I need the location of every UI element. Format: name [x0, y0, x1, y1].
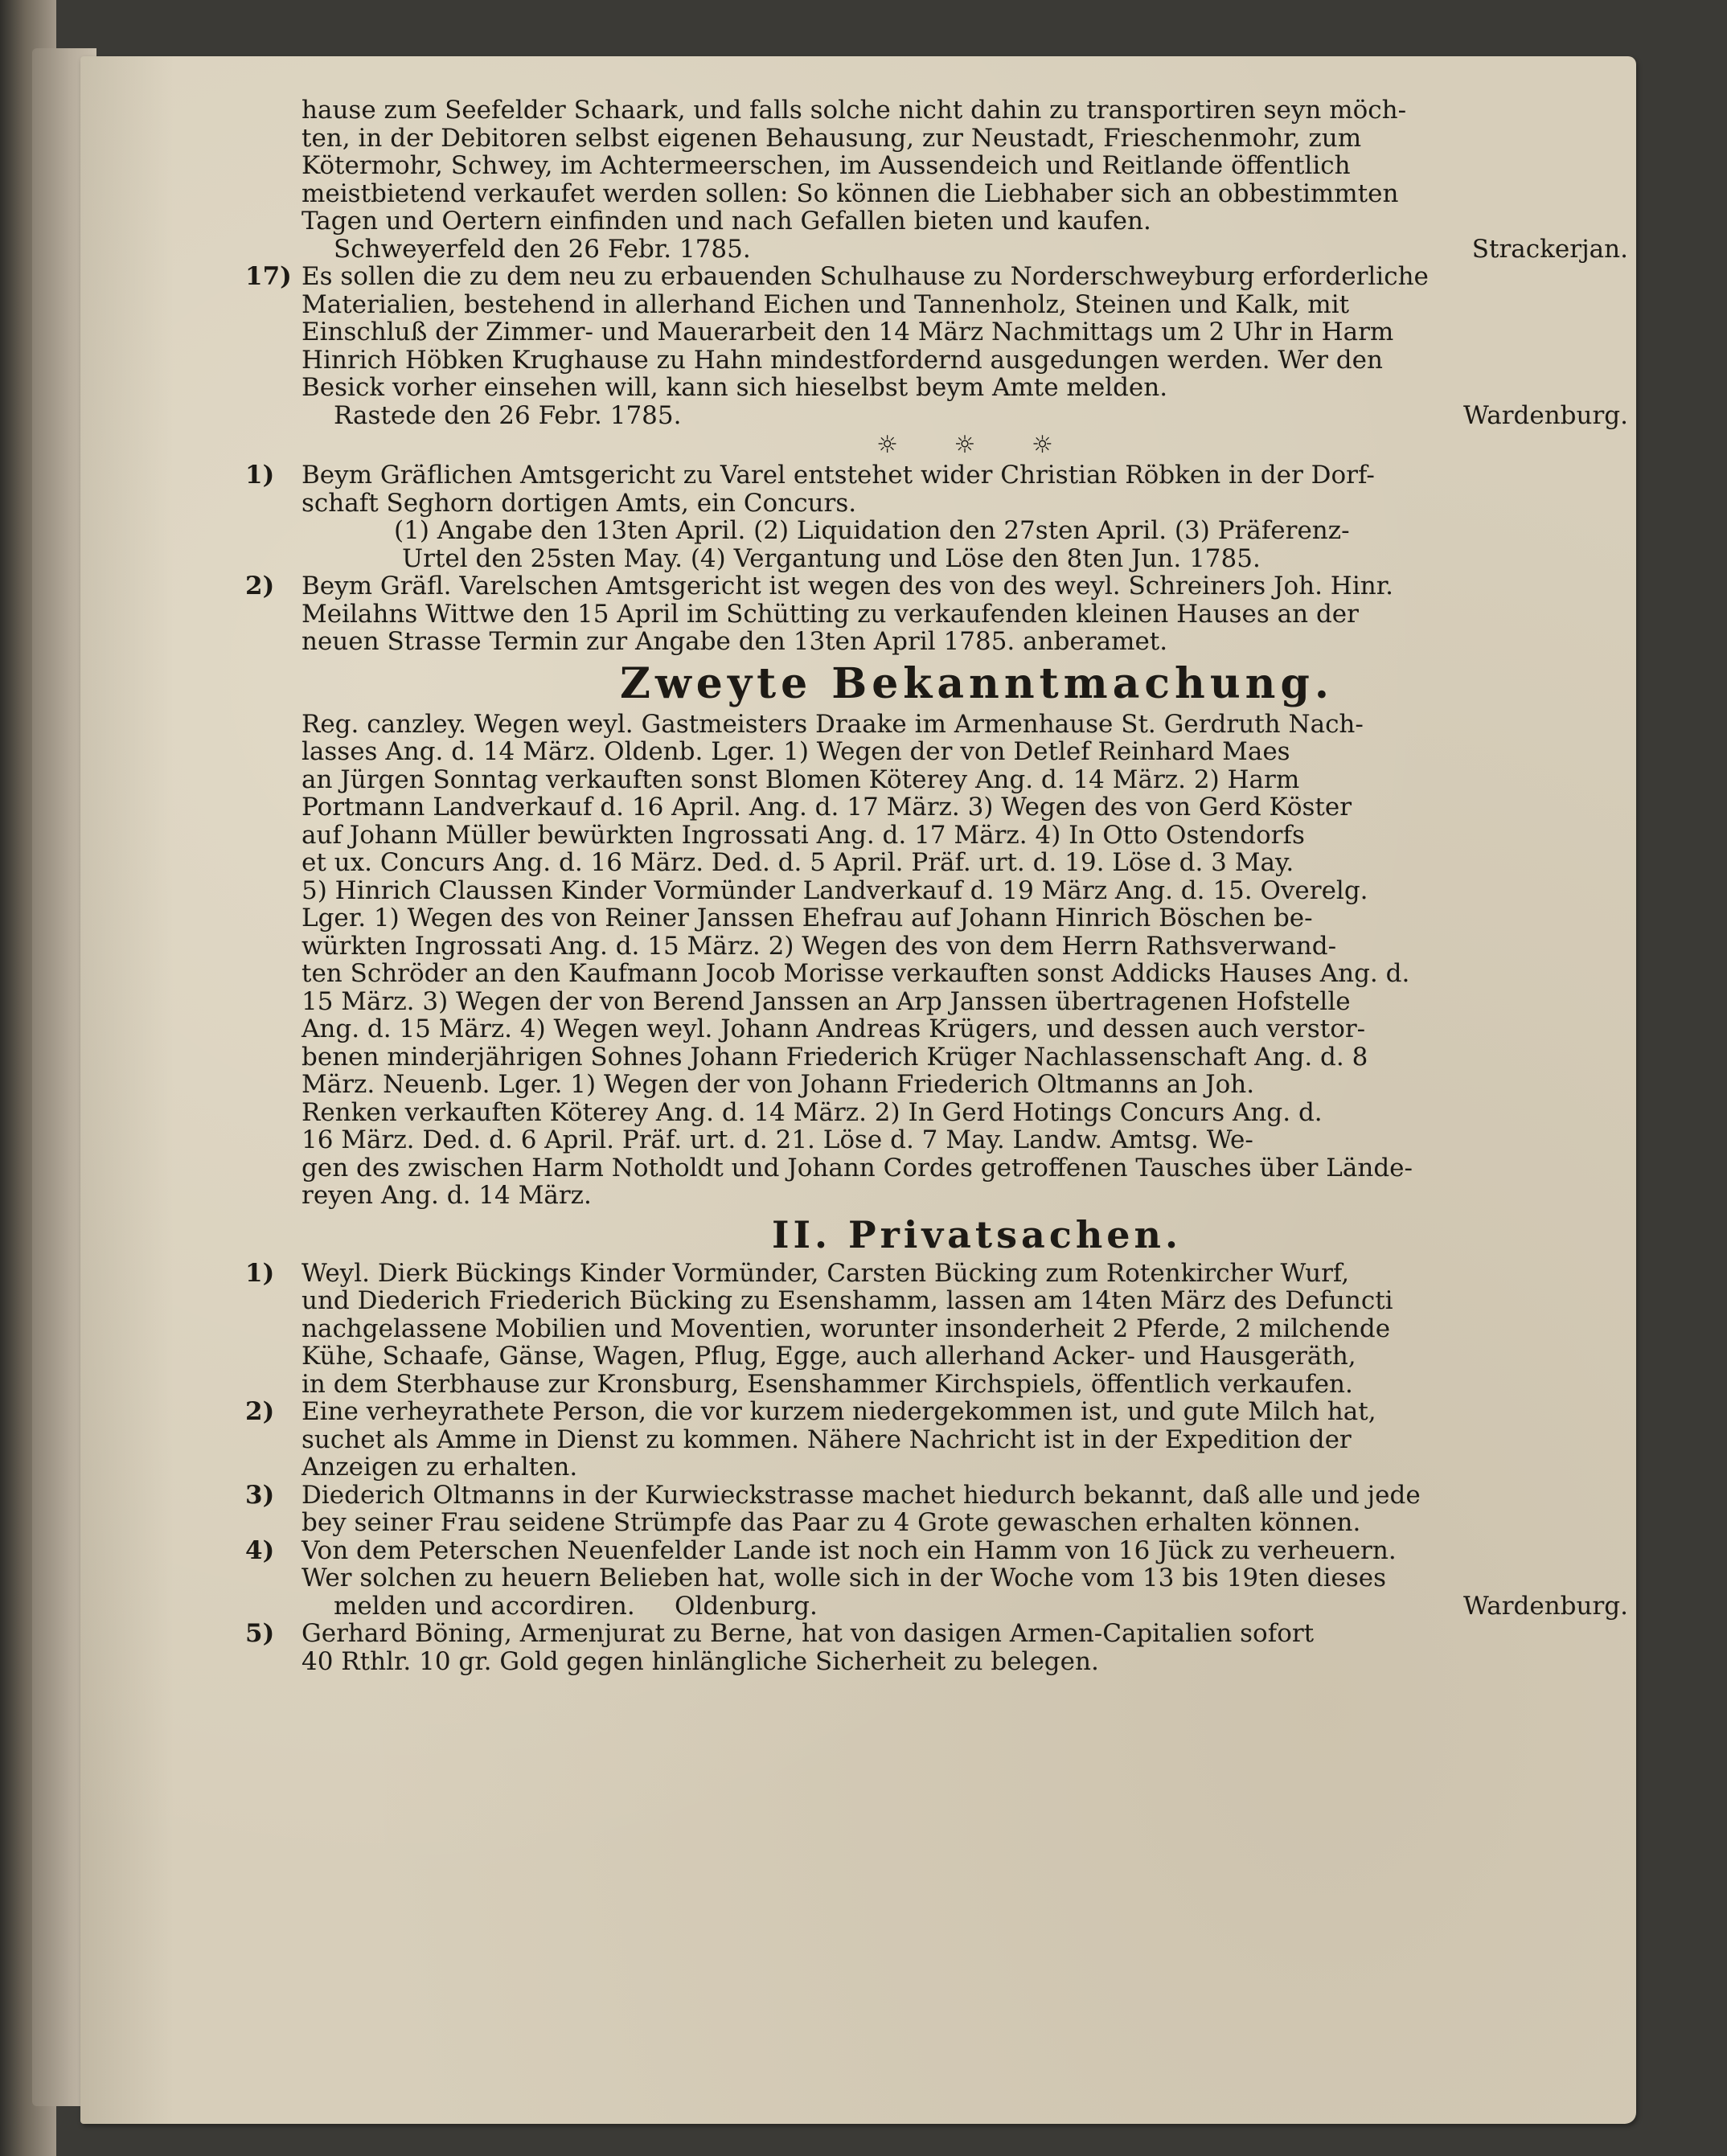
text-line: Kühe, Schaafe, Gänse, Wagen, Pflug, Egge, auch allerhand Acker- und Hausgeräth,: [302, 1342, 1356, 1371]
private-entry-3: [245, 1480, 1652, 1537]
section-heading-privatsachen: II. Privatsachen.: [771, 1212, 1183, 1256]
section-heading-zweyte-bekanntmachung: Zweyte Bekanntmachung.: [620, 658, 1334, 708]
text-line: Materialien, bestehend in allerhand Eichen und Tannenholz, Steinen und Kalk, mit: [302, 289, 1350, 319]
text-fragment: melden und accordiren.: [334, 1591, 635, 1621]
text-line: Renken verkauften Köterey Ang. d. 14 März. 2) In Gerd Hotings Concurs Ang. d.: [302, 1097, 1323, 1127]
page-text: [245, 96, 1652, 1676]
intro-paragraph: [302, 96, 1652, 236]
text-line: Es sollen die zu dem neu zu erbauenden Schulhause zu Norderschweyburg erforderliche: [302, 262, 1429, 291]
private-entry-5: [245, 1619, 1652, 1676]
text-line: schaft Seghorn dortigen Amts, ein Concurs.: [302, 488, 857, 518]
text-line: 16 März. Ded. d. 6 April. Präf. urt. d. 21. Löse d. 7 May. Landw. Amtsg. We-: [302, 1125, 1253, 1154]
text-line: würkten Ingrossati Ang. d. 15 März. 2) Wegen des von dem Herrn Rathsverwand-: [302, 931, 1337, 961]
text-line: 5) Hinrich Claussen Kinder Vormünder Landverkauf d. 19 März Ang. d. 15. Overelg.: [302, 875, 1368, 905]
text-line: et ux. Concurs Ang. d. 16 März. Ded. d. 5 April. Präf. urt. d. 19. Löse d. 3 May.: [302, 848, 1294, 877]
text-line: Besick vorher einsehen will, kann sich hieselbst beym Amte melden.: [302, 373, 1168, 402]
signature-place: Rastede den 26 Febr. 1785.: [334, 400, 682, 430]
text-line: gen des zwischen Harm Notholdt und Johann Cordes getroffenen Tausches über Lände-: [302, 1153, 1413, 1183]
text-line: Hinrich Höbken Krughause zu Hahn mindestfordernd ausgedungen werden. Wer den: [302, 345, 1383, 375]
signature-place: Schweyerfeld den 26 Febr. 1785.: [334, 234, 751, 264]
text-line: Gerhard Böning, Armenjurat zu Berne, hat von dasigen Armen-Capitalien sofort: [302, 1619, 1315, 1648]
text-line: Kötermohr, Schwey, im Achtermeerschen, im Aussendeich und Reitlande öffentlich: [302, 151, 1351, 180]
text-line: Beym Gräflichen Amtsgericht zu Varel entstehet wider Christian Röbken in der Dorf-: [302, 461, 1375, 490]
entry-number: 4): [245, 1535, 275, 1565]
text-line: Weyl. Dierk Bückings Kinder Vormünder, Carsten Bücking zum Rotenkircher Wurf,: [302, 1258, 1350, 1288]
text-line: 15 März. 3) Wegen der von Berend Janssen an Arp Janssen übertragenen Hofstelle: [302, 986, 1351, 1016]
text-line: Urtel den 25sten May. (4) Vergantung und Löse den 8ten Jun. 1785.: [402, 543, 1261, 573]
text-line: und Diederich Friederich Bücking zu Esenshamm, lassen am 14ten März des Defuncti: [302, 1286, 1393, 1315]
section-divider-stars: ☼ ☼ ☼: [876, 431, 1077, 459]
text-line: Ang. d. 15 März. 4) Wegen weyl. Johann Andreas Krügers, und dessen auch verstor-: [302, 1014, 1366, 1043]
private-entry-4: [245, 1535, 1652, 1621]
text-line: März. Neuenb. Lger. 1) Wegen der von Johann Friederich Oltmanns an Joh.: [302, 1070, 1255, 1099]
text-line: nachgelassene Mobilien und Moventien, worunter insonderheit 2 Pferde, 2 milchende: [302, 1314, 1391, 1343]
private-entry-1: [245, 1258, 1652, 1399]
entry-number: 2): [245, 1397, 275, 1426]
text-line: Einschluß der Zimmer- und Mauerarbeit den 14 März Nachmittags um 2 Uhr in Harm: [302, 318, 1394, 346]
text-line: Meilahns Wittwe den 15 April im Schütting zu verkaufenden kleinen Hauses an der: [302, 599, 1359, 629]
text-line: Portmann Landverkauf d. 16 April. Ang. d. 17 März. 3) Wegen des von Gerd Köster: [302, 793, 1352, 822]
entry-number: 1): [245, 461, 275, 490]
bekanntmachung-paragraph: [302, 711, 1652, 1210]
text-line: lasses Ang. d. 14 März. Oldenb. Lger. 1) Wegen der von Detlef Reinhard Maes: [302, 737, 1290, 766]
entry-number: 2): [245, 572, 275, 600]
concurs-entry-2: [245, 572, 1652, 656]
signature-name: Wardenburg.: [1463, 400, 1628, 430]
text-line: hause zum Seefelder Schaark, und falls solche nicht dahin zu transportiren seyn möch-: [302, 96, 1407, 125]
text-line: Beym Gräfl. Varelschen Amtsgericht ist wegen des von des weyl. Schreiners Joh. Hinr.: [302, 572, 1393, 600]
entry-number: 17): [245, 262, 292, 291]
signature-place: Oldenburg.: [675, 1591, 818, 1621]
text-line: reyen Ang. d. 14 März.: [302, 1181, 592, 1210]
text-line: (1) Angabe den 13ten April. (2) Liquidation den 27sten April. (3) Präferenz-: [394, 516, 1350, 545]
text-line: meistbietend verkaufet werden sollen: So können die Liebhaber sich an obbestimmten: [302, 178, 1399, 208]
entry-number: 5): [245, 1619, 275, 1648]
text-line: Tagen und Oertern einfinden und nach Gefallen bieten und kaufen.: [302, 207, 1151, 236]
private-entry-2: [245, 1397, 1652, 1482]
text-line: bey seiner Frau seidene Strümpfe das Paar zu 4 Grote gewaschen erhalten können.: [302, 1508, 1361, 1537]
text-line: 40 Rthlr. 10 gr. Gold gegen hinlängliche Sicherheit zu belegen.: [302, 1646, 1099, 1676]
text-line: in dem Sterbhause zur Kronsburg, Esenshammer Kirchspiels, öffentlich verkaufen.: [302, 1369, 1353, 1399]
signature-line: [302, 236, 1652, 264]
text-line: benen minderjährigen Sohnes Johann Friederich Krüger Nachlassenschaft Ang. d. 8: [302, 1042, 1368, 1072]
text-line: ten Schröder an den Kaufmann Jocob Morisse verkauften sonst Addicks Hauses Ang. d.: [302, 959, 1410, 988]
concurs-entry-1: [245, 461, 1652, 573]
text-line: auf Johann Müller bewürkten Ingrossati Ang. d. 17 März. 4) In Otto Ostendorfs: [302, 820, 1305, 850]
text-line: suchet als Amme in Dienst zu kommen. Nähere Nachricht ist in der Expedition der: [302, 1424, 1352, 1454]
text-line-with-signature: [302, 1592, 1652, 1621]
text-line: Reg. canzley. Wegen weyl. Gastmeisters Draake im Armenhause St. Gerdruth Nach-: [302, 709, 1364, 739]
signature-line: [302, 402, 1652, 430]
entry-number: 1): [245, 1258, 275, 1288]
text-line: Von dem Peterschen Neuenfelder Lande ist noch ein Hamm von 16 Jück zu verheuern.: [302, 1535, 1397, 1565]
text-line: an Jürgen Sonntag verkauften sonst Blomen Köterey Ang. d. 14 März. 2) Harm: [302, 764, 1300, 794]
entry-number: 3): [245, 1480, 275, 1510]
text-line: Eine verheyrathete Person, die vor kurzem niedergekommen ist, und gute Milch hat,: [302, 1397, 1376, 1426]
text-line: neuen Strasse Termin zur Angabe den 13ten April 1785. anberamet.: [302, 627, 1168, 656]
text-line: ten, in der Debitoren selbst eigenen Behausung, zur Neustadt, Frieschenmohr, zum: [302, 123, 1362, 153]
text-line: Wer solchen zu heuern Belieben hat, wolle sich in der Woche vom 13 bis 19ten dieses: [302, 1564, 1387, 1592]
text-line: Lger. 1) Wegen des von Reiner Janssen Ehefrau auf Johann Hinrich Böschen be-: [302, 904, 1313, 932]
signature-name: Wardenburg.: [1463, 1591, 1628, 1621]
text-line: Anzeigen zu erhalten.: [302, 1453, 578, 1482]
notice-entry-17: [245, 262, 1652, 402]
text-line: Diederich Oltmanns in der Kurwieckstrasse machet hiedurch bekannt, daß alle und jede: [302, 1480, 1421, 1510]
text-line-start: [302, 1592, 842, 1621]
signature-name: Strackerjan.: [1471, 234, 1628, 264]
